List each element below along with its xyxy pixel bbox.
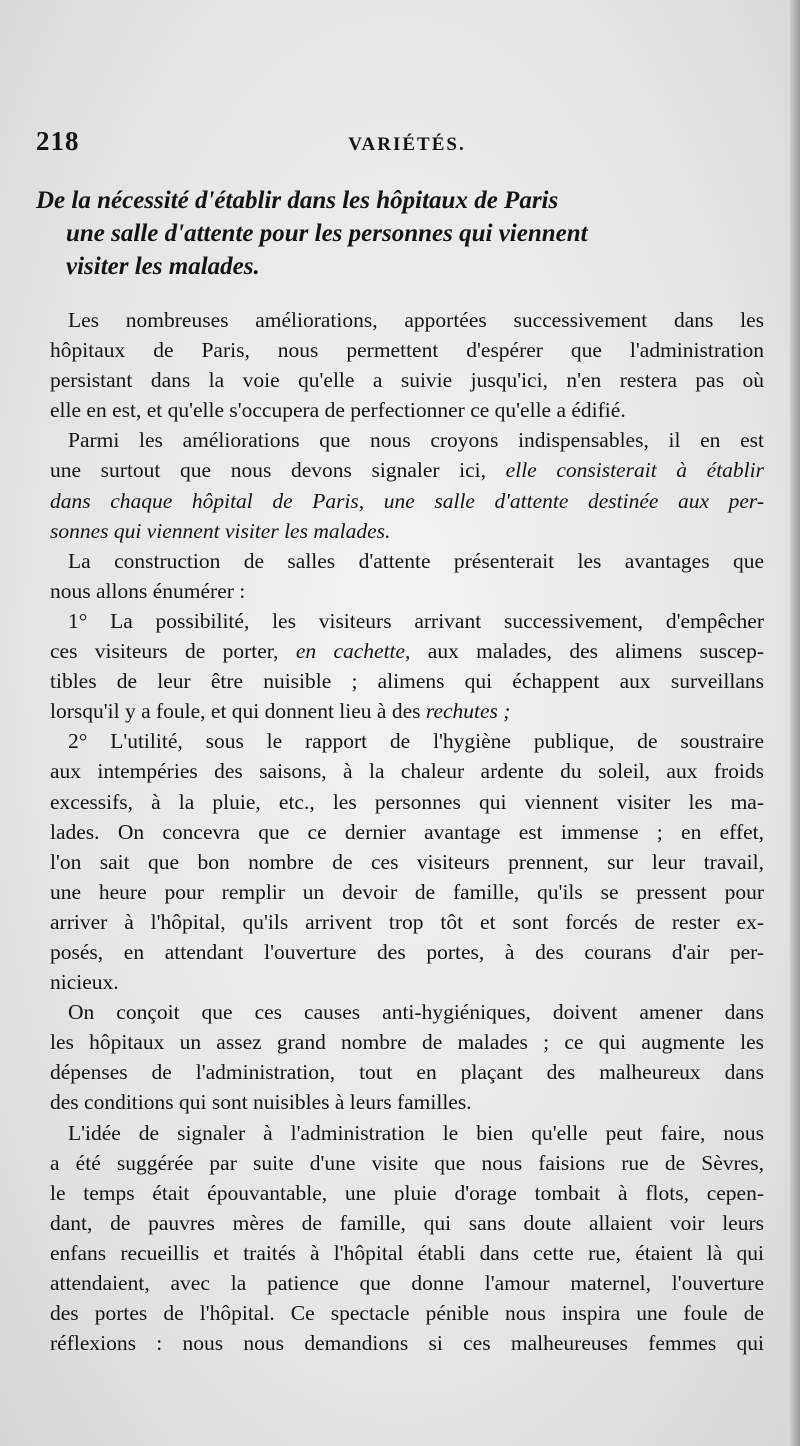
text-line: l'on sait que bon nombre de ces visiteurs prennent, sur leur travail, — [50, 849, 764, 874]
paragraph-3 — [50, 546, 764, 606]
text-line: tibles de leur être nuisible ; alimens qui échappent aux surveillans — [50, 669, 764, 694]
text-line: 1° La possibilité, les visiteurs arrivant successivement, d'empêcher — [68, 608, 764, 633]
page-number: 218 — [36, 126, 80, 156]
page-header — [36, 126, 764, 166]
text-line: une heure pour remplir un devoir de famille, qu'ils se pressent pour — [50, 879, 764, 904]
text-line-mixed — [50, 636, 764, 666]
paragraph-2 — [50, 425, 764, 545]
text-line: enfans recueillis et traités à l'hôpital établi dans cette rue, étaient là qui — [50, 1240, 764, 1265]
text-line: dant, de pauvres mères de famille, qui sans doute allaient voir leurs — [50, 1210, 764, 1235]
text-line-mixed — [50, 455, 764, 485]
text-line: L'idée de signaler à l'administration le bien qu'elle peut faire, nous — [68, 1120, 764, 1145]
running-title: VARIÉTÉS. — [348, 134, 466, 155]
paragraph-4 — [50, 606, 764, 726]
article-title-line: De la nécessité d'établir dans les hôpitaux de Paris — [36, 187, 559, 214]
text-run: lorsqu'il y a foule, et qui donnent lieu à des — [50, 699, 421, 724]
text-line: les hôpitaux un assez grand nombre de malades ; ce qui augmente les — [50, 1030, 764, 1055]
text-line: a été suggérée par suite d'une visite que nous faisions rue de Sèvres, — [50, 1150, 764, 1175]
text-run: une surtout que nous devons signaler ici, — [50, 458, 487, 483]
text-line: des conditions qui sont nuisibles à leurs familles. — [50, 1090, 472, 1115]
text-line: le temps était épouvantable, une pluie d'orage tombait à flots, cepen- — [50, 1180, 764, 1205]
text-line: lades. On concevra que ce dernier avantage est immense ; en effet, — [50, 819, 764, 844]
text-line: Parmi les améliorations que nous croyons indispensables, il en est — [68, 428, 764, 453]
text-line: des portes de l'hôpital. Ce spectacle pénible nous inspira une foule de — [50, 1301, 764, 1326]
italic-text-line: dans chaque hôpital de Paris, une salle d'attente destinée aux per- — [50, 488, 764, 513]
text-line: arriver à l'hôpital, qu'ils arrivent trop tôt et sont forcés de rester ex- — [50, 909, 764, 934]
paragraph-7 — [50, 1118, 764, 1359]
article-body — [50, 305, 764, 1358]
article-title-line: visiter les malades. — [66, 253, 260, 280]
article-title-line: une salle d'attente pour les personnes qui viennent — [66, 220, 588, 247]
text-line: posés, en attendant l'ouverture des portes, à des courans d'air per- — [50, 939, 764, 964]
text-line: persistant dans la voie qu'elle a suivie jusqu'ici, n'en restera pas où — [50, 368, 764, 393]
italic-text-run: en cachette, — [295, 639, 411, 664]
text-line: On conçoit que ces causes anti-hygiéniques, doivent amener dans — [68, 1000, 764, 1025]
text-line: Les nombreuses améliorations, apportées successivement dans les — [68, 308, 764, 332]
text-line-mixed — [50, 696, 764, 726]
page-edge-shadow — [790, 0, 800, 1446]
text-line: hôpitaux de Paris, nous permettent d'espérer que l'administration — [50, 338, 764, 363]
paragraph-6 — [50, 997, 764, 1117]
text-line: nous allons énumérer : — [50, 578, 246, 603]
text-line: La construction de salles d'attente présenterait les avantages que — [68, 548, 764, 573]
text-line: dépenses de l'administration, tout en plaçant des malheureux dans — [50, 1060, 764, 1085]
article-title — [36, 184, 764, 283]
text-line: aux intempéries des saisons, à la chaleur ardente du soleil, aux froids — [50, 759, 764, 784]
text-line: excessifs, à la pluie, etc., les personnes qui viennent visiter les ma- — [50, 789, 764, 814]
text-line: 2° L'utilité, sous le rapport de l'hygiène publique, de soustraire — [68, 729, 764, 754]
italic-text-line: sonnes qui viennent visiter les malades. — [50, 518, 391, 543]
text-line: attendaient, avec la patience que donne l'amour maternel, l'ouverture — [50, 1271, 764, 1295]
paragraph-5 — [50, 726, 764, 997]
paragraph-1 — [50, 305, 764, 425]
italic-text-run: elle consisterait à établir — [505, 458, 764, 483]
text-run: ces visiteurs de porter, — [50, 639, 279, 664]
text-line: elle en est, et qu'elle s'occupera de perfectionner ce qu'elle a édifié. — [50, 398, 626, 423]
text-line: nicieux. — [50, 970, 119, 995]
text-run: aux malades, des alimens suscep- — [427, 639, 765, 664]
text-line: réflexions : nous nous demandions si ces malheureuses femmes qui — [50, 1331, 764, 1356]
italic-text-run: rechutes ; — [425, 699, 511, 724]
